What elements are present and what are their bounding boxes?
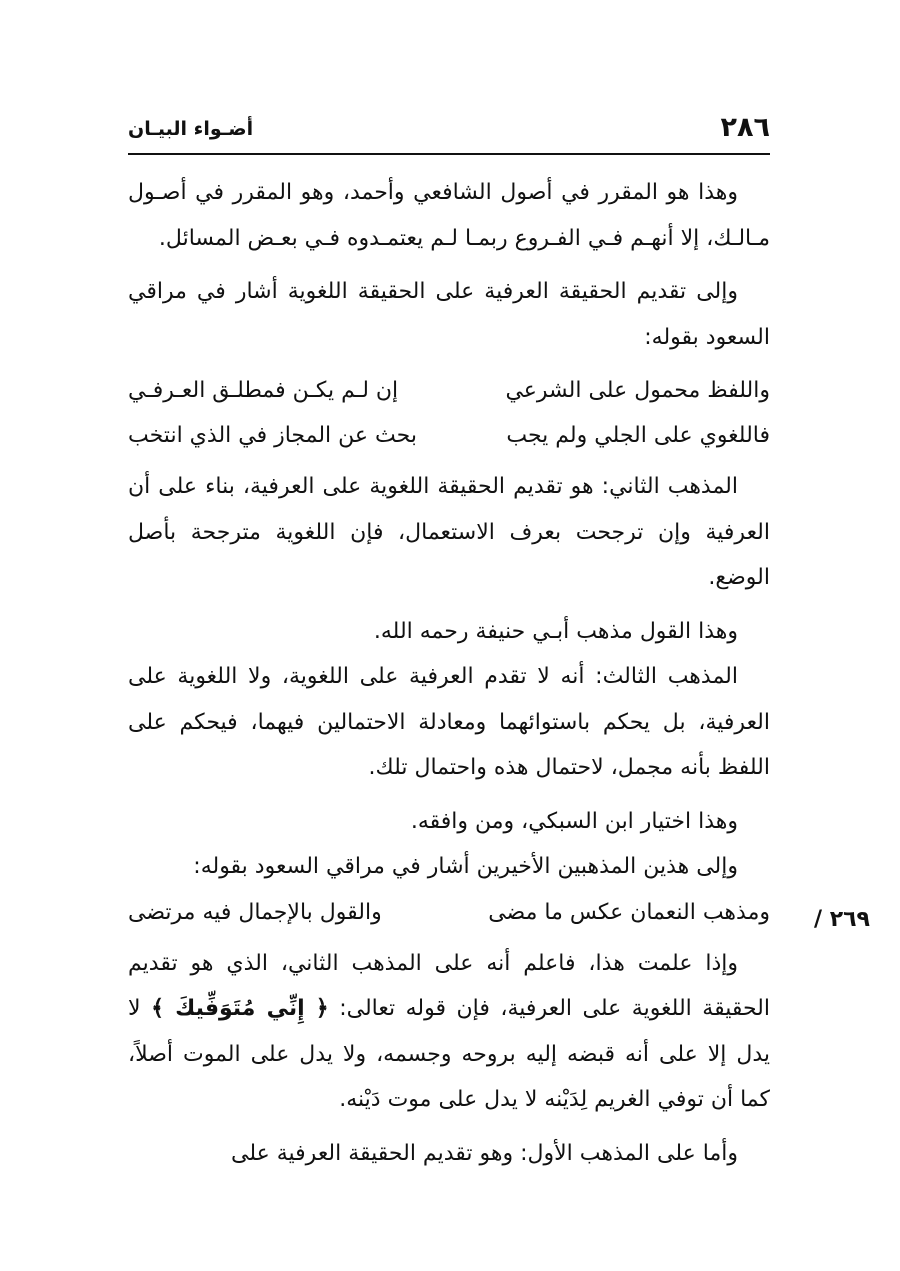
paragraph-8-text-before: وإذا علمت هذا، فاعلم أنه على المذهب الثاني، الذي هو تقديم الحقيقة اللغوية على العرفية، فإن قوله تعالى: [128,950,770,1021]
header-rule [128,153,770,155]
page-header [128,108,770,150]
paragraph-5: المذهب الثالث: أنه لا تقدم العرفية على اللغوية، ولا اللغوية على العرفية، بل يحكم باستوائهما ومعادلة الاحتمالين فيهما، فيحكم على اللفظ بأنه مجمل، لاحتمال هذه واحتمال تلك. [128,664,770,780]
paragraph-8-text-after: لا يدل إلا على أنه قبضه إليه بروحه وجسمه، ولا يدل على الموت أصلاً، كما أن توفي الغريم لِدَيْنه لا يدل على موت دَيْنه. [128,996,770,1112]
quran-quote: ﴿ إِنِّي مُتَوَفِّيكَ ﴾ [151,996,329,1021]
verse-line [128,368,770,413]
page-number: ٢٨٦ [720,112,770,143]
verse-hemistich-first: ومذهب النعمان عكس ما مضى [488,899,770,925]
paragraph-7: وإلى هذين المذهبين الأخيرين أشار في مراقي السعود بقوله: [193,854,738,879]
paragraph-6: وهذا اختيار ابن السبكي، ومن وافقه. [410,808,738,834]
verse-hemistich-second: إن لـم يكـن فمطلـق العـرفـي [128,378,399,403]
paragraph-3: المذهب الثاني: هو تقديم الحقيقة اللغوية على العرفية، بناء على أن العرفية وإن ترجحت بعرف الاستعمال، فإن اللغوية مترجحة بأصل الوضع. [128,474,770,590]
paragraph-4: وهذا القول مذهب أبـي حنيفة رحمه الله. [373,618,738,644]
paragraph-9: وأما على المذهب الأول: وهو تقديم الحقيقة العرفية على [230,1140,738,1166]
verse-hemistich-second: بحث عن المجاز في الذي انتخب [128,423,417,448]
paragraph-1: وهذا هو المقرر في أصول الشافعي وأحمد، وهو المقرر في أصـول مـالـك، إلا أنهـم فـي الفـروع ربمـا لـم يعتمـدوه فـي بعـض المسائل. [128,180,770,251]
verse-line [128,413,770,458]
margin-volume-page-number: ٢٦٩ / [814,907,870,932]
paragraph-8 [128,941,770,1123]
page-body [128,170,770,1184]
verse-hemistich-first: واللفظ محمول على الشرعي [505,378,770,403]
verse-hemistich-second: والقول بالإجمال فيه مرتضى [128,899,382,925]
paragraph-2: وإلى تقديم الحقيقة العرفية على الحقيقة اللغوية أشار في مراقي السعود بقوله: [128,279,770,350]
verse-hemistich-first: فاللغوي على الجلي ولم يجب [506,423,770,448]
verse-line [128,890,770,935]
verse-block-2 [128,890,770,935]
verse-block-1 [128,368,770,458]
running-title: أضـواء البيـان [128,118,254,140]
